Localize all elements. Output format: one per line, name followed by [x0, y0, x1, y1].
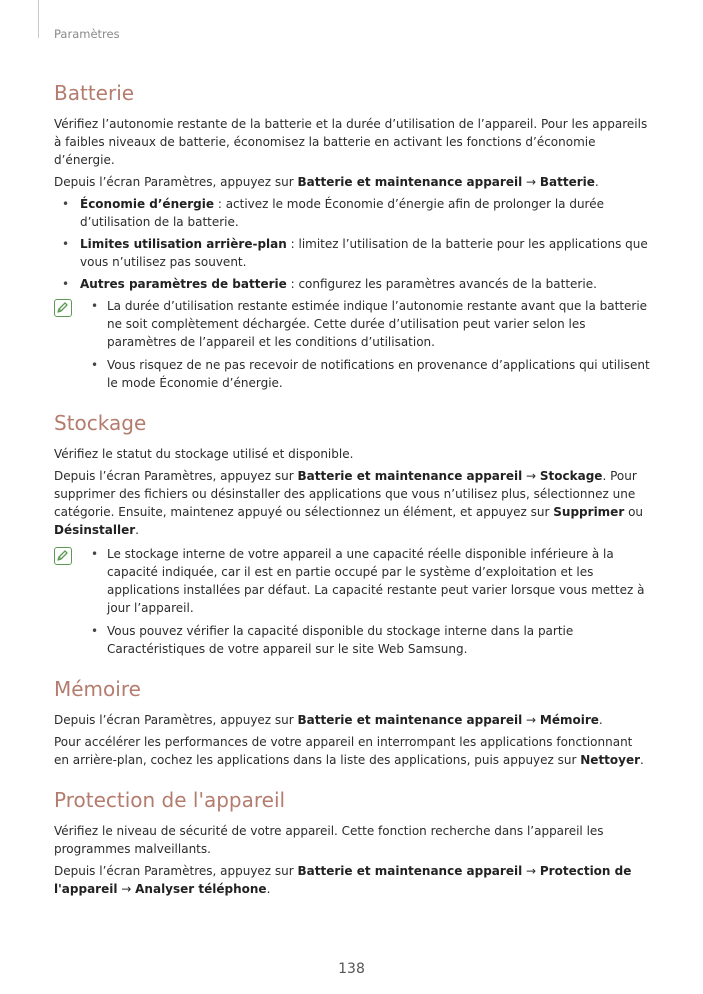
- note-block: [54, 545, 650, 658]
- menu-path-item: Batterie et maintenance appareil: [297, 713, 523, 727]
- menu-path-item: Supprimer: [553, 505, 625, 519]
- menu-path-item: Stockage: [539, 469, 603, 483]
- page-number: 138: [338, 961, 365, 977]
- protection-intro: Vérifiez le niveau de sécurité de votre appareil. Cette fonction recherche dans l’appareil les programmes malveillants.: [54, 824, 604, 856]
- batterie-path: Depuis l’écran Paramètres, appuyez sur Batterie et maintenance appareil → Batterie.: [54, 175, 599, 189]
- section-protection: [54, 787, 650, 898]
- note-pencil-icon: [54, 547, 72, 565]
- menu-path-item: Batterie et maintenance appareil: [297, 864, 523, 878]
- list-item: • Économie d’énergie : activez le mode Économie d’énergie afin de prolonger la durée d’utilisation de la batterie.: [54, 195, 650, 231]
- memoire-description: Pour accélérer les performances de votre appareil en interrompant les applications fonctionnant en arrière-plan, cochez les applications dans la liste des applications, puis appuyez sur Nettoyer.: [54, 735, 644, 767]
- menu-path-item: Batterie: [539, 175, 595, 189]
- menu-path-item: Nettoyer: [580, 753, 641, 767]
- menu-path-item: Désinstaller: [54, 523, 136, 537]
- page-content: [54, 80, 650, 916]
- stockage-intro: Vérifiez le statut du stockage utilisé et disponible.: [54, 447, 354, 461]
- note-item: • Le stockage interne de votre appareil a une capacité réelle disponible inférieure à la capacité indiquée, car il est en partie occupé par le système d’exploitation et les applications installées par défaut. La capacité restante peut varier lorsque vous mettez à jour l’appareil.: [107, 545, 650, 617]
- note-item: • Vous risquez de ne pas recevoir de notifications en provenance d’applications qui utilisent le mode Économie d’énergie.: [107, 356, 650, 392]
- stockage-path: Depuis l’écran Paramètres, appuyez sur Batterie et maintenance appareil → Stockage. Pour supprimer des fichiers ou désinstaller des applications que vous n’utilisez plus, sélectionnez une catégorie. Ensuite, maintenez appuyé ou sélectionnez un élément, et appuyez sur Supprimer ou Désinstaller.: [54, 469, 644, 537]
- batterie-options-list: [54, 195, 650, 293]
- list-item: • Autres paramètres de batterie : configurez les paramètres avancés de la batterie.: [54, 275, 650, 293]
- section-title-memoire: Mémoire: [54, 677, 141, 701]
- menu-path-item: Batterie et maintenance appareil: [297, 469, 523, 483]
- menu-path-item: Mémoire: [539, 713, 599, 727]
- section-title-stockage: Stockage: [54, 411, 147, 435]
- note-item: • Vous pouvez vérifier la capacité disponible du stockage interne dans la partie Caractéristiques de votre appareil sur le site Web Samsung.: [107, 622, 650, 658]
- section-title-protection: Protection de l'appareil: [54, 788, 286, 812]
- section-batterie: [54, 80, 650, 392]
- note-item: • La durée d’utilisation restante estimée indique l’autonomie restante avant que la batterie ne soit complètement déchargée. Cette durée d’utilisation peut varier selon les paramètres de l’appareil et les conditions d’utilisation.: [107, 297, 650, 351]
- header-divider: [38, 0, 39, 38]
- note-pencil-icon: [54, 299, 72, 317]
- menu-path-item: Protection de l'appareil: [54, 864, 632, 896]
- note-block: [54, 297, 650, 392]
- list-item: • Limites utilisation arrière-plan : limitez l’utilisation de la batterie pour les applications que vous n’utilisez pas souvent.: [54, 235, 650, 271]
- section-title-batterie: Batterie: [54, 81, 135, 105]
- menu-path-item: Batterie et maintenance appareil: [297, 175, 523, 189]
- menu-path-item: Analyser téléphone: [135, 882, 267, 896]
- batterie-intro: Vérifiez l’autonomie restante de la batterie et la durée d’utilisation de l’appareil. Pour les appareils à faibles niveaux de batterie, économisez la batterie en activant les fonctions d’économie d’énergie.: [54, 117, 648, 167]
- protection-path: Depuis l’écran Paramètres, appuyez sur Batterie et maintenance appareil → Protection de l'appareil → Analyser téléphone.: [54, 864, 632, 896]
- section-memoire: [54, 676, 650, 769]
- running-header: Paramètres: [54, 27, 120, 41]
- section-stockage: [54, 410, 650, 658]
- memoire-path: Depuis l’écran Paramètres, appuyez sur Batterie et maintenance appareil → Mémoire.: [54, 713, 603, 727]
